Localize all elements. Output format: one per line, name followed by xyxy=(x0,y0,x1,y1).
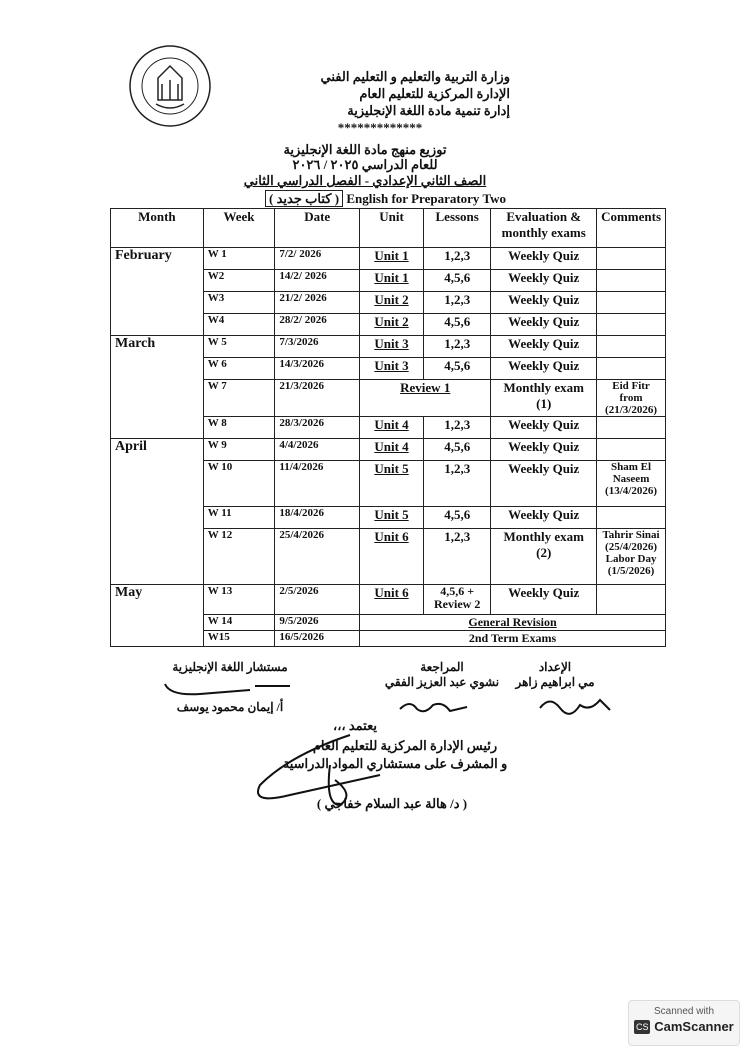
title-ar-newbook: ( كتاب جديد ) xyxy=(265,190,343,207)
col-week: Week xyxy=(203,209,275,248)
date-cell: 2/5/2026 xyxy=(275,585,360,615)
signature-review-scribble xyxy=(395,697,475,717)
lessons-cell: 4,5,6 xyxy=(423,358,490,380)
table-row xyxy=(111,585,666,615)
week-cell: W 11 xyxy=(203,507,275,529)
table-row xyxy=(111,248,666,270)
date-cell: 7/2/ 2026 xyxy=(275,248,360,270)
evaluation-cell: Monthly exam (1) xyxy=(491,380,597,417)
date-cell: 28/3/2026 xyxy=(275,417,360,439)
evaluation-cell: Weekly Quiz xyxy=(491,270,597,292)
comment-cell: Eid Fitr from (21/3/2026) xyxy=(597,380,666,417)
week-cell: W 10 xyxy=(203,461,275,507)
col-unit: Unit xyxy=(360,209,424,248)
month-may: May xyxy=(111,585,204,647)
unit-cell: Unit 5 xyxy=(360,507,424,529)
comment-cell xyxy=(597,417,666,439)
date-cell: 25/4/2026 xyxy=(275,529,360,585)
department-name: إدارة تنمية مادة اللغة الإنجليزية xyxy=(347,103,510,118)
week-cell: W 6 xyxy=(203,358,275,380)
camscanner-label: CamScanner xyxy=(654,1019,734,1034)
approve-label: يعتمد ،،، xyxy=(333,718,377,733)
month-april: April xyxy=(111,439,204,585)
week-cell: W 12 xyxy=(203,529,275,585)
head-title-line1: رئيس الإدارة المركزية للتعليم العام xyxy=(312,738,498,753)
date-cell: 7/3/2026 xyxy=(275,336,360,358)
signature-prep-scribble xyxy=(535,690,615,720)
comment-cell xyxy=(597,358,666,380)
title-line1: توزيع منهج مادة اللغة الإنجليزية xyxy=(283,142,447,157)
unit-cell: Unit 6 xyxy=(360,529,424,585)
comment-cell xyxy=(597,292,666,314)
unit-cell: Unit 4 xyxy=(360,417,424,439)
comment-cell xyxy=(597,439,666,461)
review-name: نشوي عبد العزيز الفقي xyxy=(384,675,500,689)
evaluation-cell: Weekly Quiz xyxy=(491,585,597,615)
lessons-cell: 1,2,3 xyxy=(423,417,490,439)
comment-cell: Sham El Naseem (13/4/2026) xyxy=(597,461,666,507)
lessons-cell: 1,2,3 xyxy=(423,248,490,270)
comment-cell xyxy=(597,507,666,529)
evaluation-cell: Weekly Quiz xyxy=(491,461,597,507)
col-month: Month xyxy=(111,209,204,248)
week-cell: W2 xyxy=(203,270,275,292)
unit-cell: Unit 3 xyxy=(360,358,424,380)
directorate-name: الإدارة المركزية للتعليم العام xyxy=(359,86,510,101)
comment-cell xyxy=(597,314,666,336)
date-cell: 28/2/ 2026 xyxy=(275,314,360,336)
general-revision-cell: General Revision xyxy=(360,615,666,631)
evaluation-cell: Weekly Quiz xyxy=(491,358,597,380)
unit-cell: Unit 2 xyxy=(360,314,424,336)
date-cell: 4/4/2026 xyxy=(275,439,360,461)
comment-cell xyxy=(597,336,666,358)
week-cell: W 1 xyxy=(203,248,275,270)
camscanner-badge xyxy=(628,1000,740,1046)
date-cell: 16/5/2026 xyxy=(275,631,360,647)
ministry-name: وزارة التربية والتعليم و التعليم الفني xyxy=(320,69,510,84)
date-cell: 14/2/ 2026 xyxy=(275,270,360,292)
lessons-cell: 4,5,6 xyxy=(423,270,490,292)
col-lessons: Lessons xyxy=(423,209,490,248)
lessons-cell: 1,2,3 xyxy=(423,336,490,358)
syllabus-table xyxy=(110,208,666,647)
table-header-row xyxy=(111,209,666,248)
date-cell: 14/3/2026 xyxy=(275,358,360,380)
week-cell: W 5 xyxy=(203,336,275,358)
signature-prep xyxy=(500,660,610,690)
lessons-cell: 4,5,6 xyxy=(423,314,490,336)
evaluation-cell: Weekly Quiz xyxy=(491,439,597,461)
evaluation-cell: Weekly Quiz xyxy=(491,314,597,336)
unit-cell: Unit 5 xyxy=(360,461,424,507)
term-exams-cell: 2nd Term Exams xyxy=(360,631,666,647)
title-line3: الصف الثاني الإعدادي - الفصل الدراسي الثاني xyxy=(243,173,487,188)
signature-review xyxy=(372,660,512,690)
unit-cell: Unit 1 xyxy=(360,248,424,270)
signature-advisor-scribble xyxy=(160,678,295,700)
advisor-name: أ/ إيمان محمود يوسف xyxy=(176,700,284,714)
date-cell: 21/2/ 2026 xyxy=(275,292,360,314)
review-cell: Review 1 xyxy=(360,380,491,417)
unit-cell: Unit 2 xyxy=(360,292,424,314)
evaluation-cell: Weekly Quiz xyxy=(491,336,597,358)
date-cell: 18/4/2026 xyxy=(275,507,360,529)
week-cell: W 9 xyxy=(203,439,275,461)
col-date: Date xyxy=(275,209,360,248)
scanned-with-label: Scanned with xyxy=(653,1006,715,1017)
comment-cell xyxy=(597,248,666,270)
head-title-line2: و المشرف على مستشاري المواد الدراسية xyxy=(282,756,508,771)
table-row xyxy=(111,439,666,461)
title-line4 xyxy=(265,191,535,206)
camscanner-logo-icon: CS xyxy=(635,1021,649,1032)
unit-cell: Unit 1 xyxy=(360,270,424,292)
week-cell: W 13 xyxy=(203,585,275,615)
head-name: ( د/ هالة عبد السلام خفاجي ) xyxy=(316,796,468,811)
evaluation-cell: Weekly Quiz xyxy=(491,292,597,314)
unit-cell: Unit 4 xyxy=(360,439,424,461)
unit-cell: Unit 6 xyxy=(360,585,424,615)
lessons-cell: 4,5,6 xyxy=(423,439,490,461)
lessons-cell: 1,2,3 xyxy=(423,292,490,314)
evaluation-cell: Weekly Quiz xyxy=(491,417,597,439)
lessons-cell: 1,2,3 xyxy=(423,461,490,507)
ministry-header xyxy=(250,68,510,136)
unit-cell: Unit 3 xyxy=(360,336,424,358)
evaluation-cell: Monthly exam (2) xyxy=(491,529,597,585)
comment-cell: Tahrir Sinai (25/4/2026) Labor Day (1/5/2026) xyxy=(597,529,666,585)
prep-title: الإعداد xyxy=(538,660,572,674)
week-cell: W 14 xyxy=(203,615,275,631)
ministry-seal xyxy=(128,44,212,128)
date-cell: 21/3/2026 xyxy=(275,380,360,417)
evaluation-cell: Weekly Quiz xyxy=(491,248,597,270)
stars-divider: ************* xyxy=(337,120,423,135)
lessons-cell: 4,5,6 xyxy=(423,507,490,529)
review-title: المراجعة xyxy=(420,660,464,674)
comment-cell xyxy=(597,585,666,615)
week-cell: W4 xyxy=(203,314,275,336)
table-row xyxy=(111,336,666,358)
title-en: English for Preparatory Two xyxy=(346,191,507,206)
month-march: March xyxy=(111,336,204,439)
comment-cell xyxy=(597,270,666,292)
lessons-cell: 4,5,6 + Review 2 xyxy=(423,585,490,615)
col-comments: Comments xyxy=(597,209,666,248)
date-cell: 9/5/2026 xyxy=(275,615,360,631)
evaluation-cell: Weekly Quiz xyxy=(491,507,597,529)
week-cell: W3 xyxy=(203,292,275,314)
date-cell: 11/4/2026 xyxy=(275,461,360,507)
signature-advisor xyxy=(165,660,295,675)
week-cell: W15 xyxy=(203,631,275,647)
lessons-cell: 1,2,3 xyxy=(423,529,490,585)
week-cell: W 7 xyxy=(203,380,275,417)
advisor-title: مستشار اللغة الإنجليزية xyxy=(172,660,288,674)
col-evaluation: Evaluation & monthly exams xyxy=(491,209,597,248)
month-february: February xyxy=(111,248,204,336)
week-cell: W 8 xyxy=(203,417,275,439)
prep-name: مي ابراهيم زاهر xyxy=(515,675,595,689)
title-line2: للعام الدراسي ٢٠٢٥ / ٢٠٢٦ xyxy=(292,157,438,172)
